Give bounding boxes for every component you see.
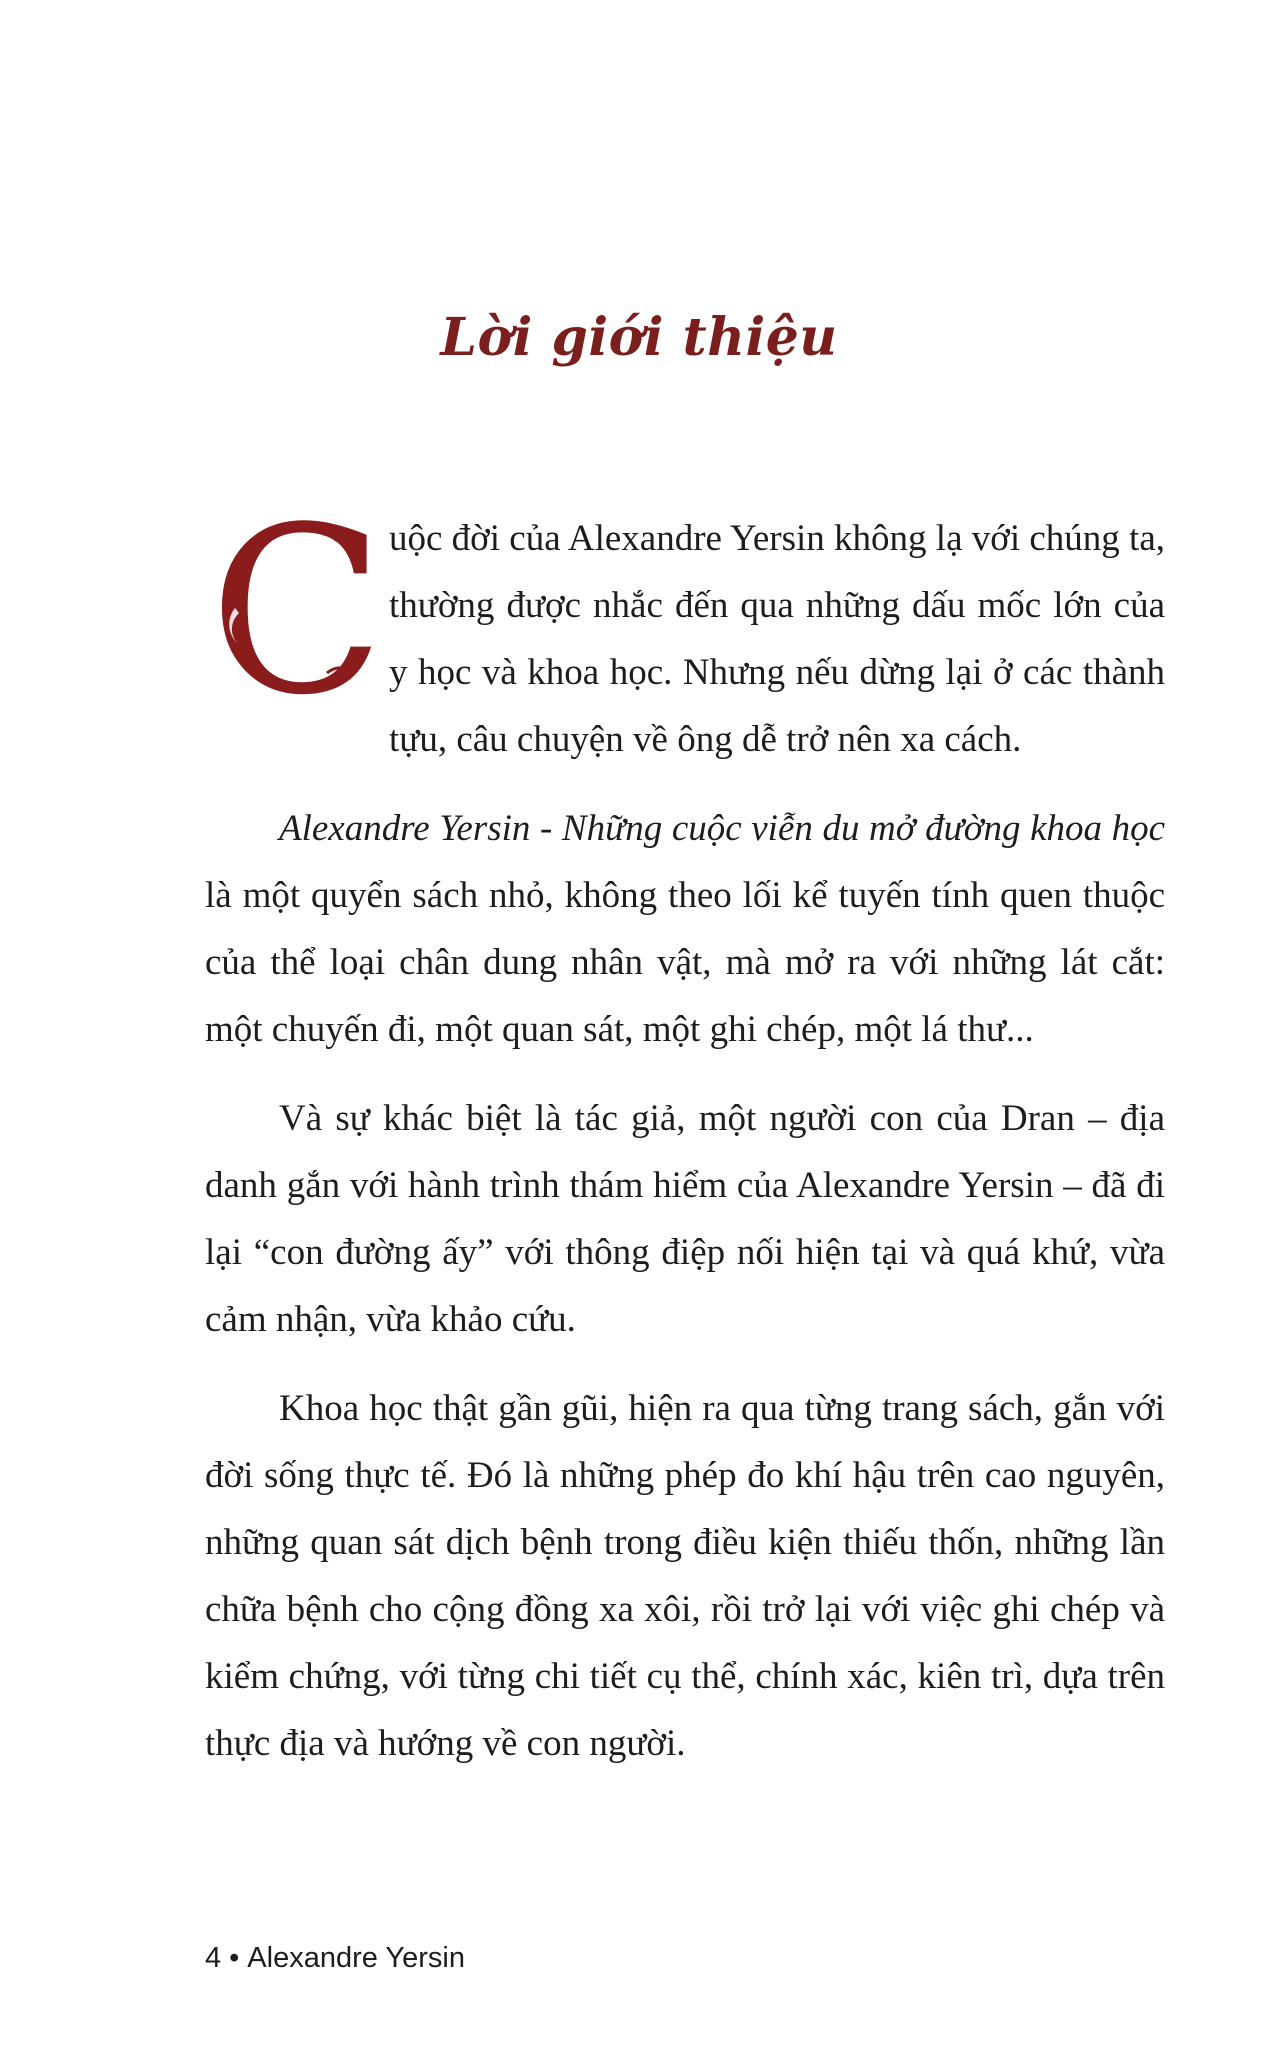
drop-cap	[205, 513, 385, 713]
page-footer	[205, 1942, 465, 1975]
drop-cap-letter-icon	[205, 513, 385, 713]
page-number: 4	[205, 1942, 222, 1974]
running-title: Alexandre Yersin	[247, 1942, 465, 1974]
paragraph-4: Khoa học thật gần gũi, hiện ra qua từng trang sách, gắn với đời sống thực tế. Đó là những phép đo khí hậu trên cao nguyên, những quan sát dịch bệnh trong điều kiện thiếu thốn, những lần chữa bệnh cho cộng đồng xa xôi, rồi trở lại với việc ghi chép và kiểm chứng, với từng chi tiết cụ thể, chính xác, kiên trì, dựa trên thực địa và hướng về con người.	[205, 1388, 1165, 1764]
footer-separator: •	[229, 1942, 240, 1974]
page-title: Lời giới thiệu	[440, 306, 838, 368]
paragraph-1-text: uộc đời của Alexandre Yersin không lạ với chúng ta, thường được nhắc đến qua những dấu mốc lớn của y học và khoa học. Nhưng nếu dừng lại ở các thành tựu, câu chuyện về ông dễ trở nên xa cách.	[389, 518, 1165, 760]
paragraph-2-text: là một quyển sách nhỏ, không theo lối kể tuyến tính quen thuộc của thể loại chân dung nhân vật, mà mở ra với những lát cắt: một chuyến đi, một quan sát, một ghi chép, một lá thư...	[205, 875, 1165, 1050]
book-title-italic: Alexandre Yersin - Những cuộc viễn du mở đường khoa học	[279, 808, 1165, 849]
drop-cap-letter: C	[209, 513, 385, 713]
paragraph-1	[205, 505, 1165, 773]
paragraph-3: Và sự khác biệt là tác giả, một người con của Dran – địa danh gắn với hành trình thám hiểm của Alexandre Yersin – đã đi lại “con đường ấy” với thông điệp nối hiện tại và quá khứ, vừa cảm nhận, vừa khảo cứu.	[205, 1098, 1165, 1340]
body-text	[205, 505, 1165, 1799]
paragraph-2	[205, 795, 1165, 1063]
